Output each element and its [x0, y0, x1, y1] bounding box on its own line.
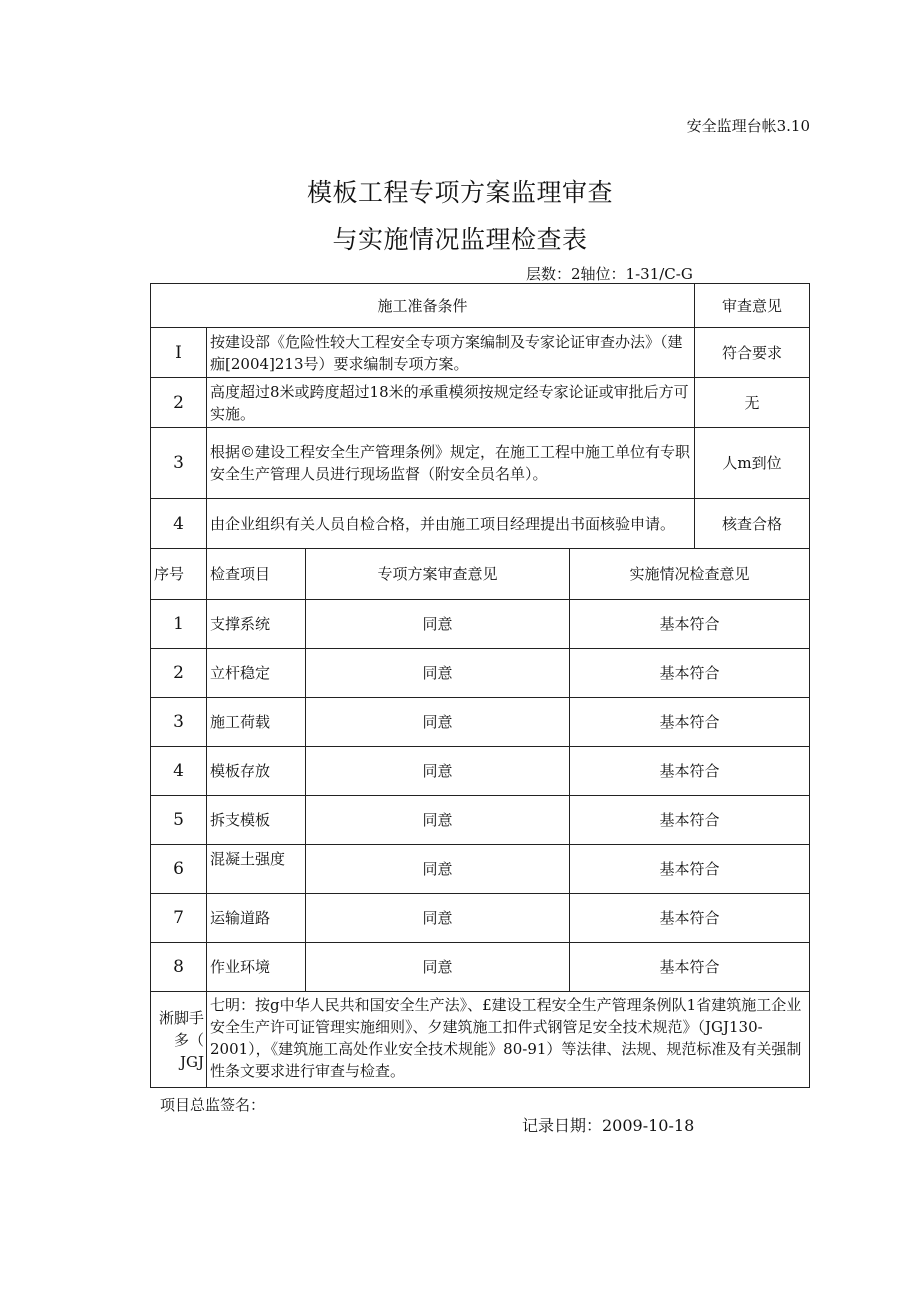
prep-row-opinion: 无 [695, 378, 810, 428]
check-row-number: 2 [151, 649, 207, 698]
check-row-plan: 同意 [306, 649, 570, 698]
prep-row-number: I [151, 328, 207, 378]
prep-row-number: 4 [151, 499, 207, 549]
check-row-impl: 基本符合 [570, 747, 810, 796]
prep-row-text: 根据©建设工程安全生产管理条例》规定，在施工工程中施工单位有专职安全生产管理人员进行现场监督（附安全员名单）。 [207, 428, 695, 499]
check-row [151, 649, 810, 698]
check-row-item: 立杆稳定 [207, 649, 306, 698]
check-row-number: 4 [151, 747, 207, 796]
title-line-1: 模板工程专项方案监理审查 [306, 178, 613, 207]
director-signature-label: 项目总监签名： [160, 1096, 266, 1114]
check-row-impl: 基本符合 [570, 649, 810, 698]
record-date: 记录日期：2009-10-18 [522, 1116, 695, 1135]
check-row-plan: 同意 [306, 600, 570, 649]
check-row-item: 施工荷载 [207, 698, 306, 747]
check-row-impl: 基本符合 [570, 894, 810, 943]
check-row [151, 845, 810, 894]
note-side-line: 多（ [173, 1030, 204, 1049]
check-row [151, 698, 810, 747]
check-no-header: 序号 [151, 549, 207, 600]
location-info: 层数：2轴位：1-31/C-G [526, 265, 693, 283]
check-row-number: 6 [151, 845, 207, 894]
check-row-item: 混凝土强度 [207, 845, 306, 894]
check-row-impl: 基本符合 [570, 600, 810, 649]
title-line-2: 与实施情况监理检查表 [332, 225, 588, 254]
check-row-item: 拆支模板 [207, 796, 306, 845]
check-row-plan: 同意 [306, 894, 570, 943]
prep-row-number: 3 [151, 428, 207, 499]
check-row-impl: 基本符合 [570, 698, 810, 747]
prep-row-text: 由企业组织有关人员自检合格，并由施工项目经理提出书面核验申请。 [207, 499, 695, 549]
check-row-number: 7 [151, 894, 207, 943]
check-row [151, 796, 810, 845]
check-item-header: 检查项目 [207, 549, 306, 600]
prep-row [151, 499, 810, 549]
check-row-plan: 同意 [306, 943, 570, 992]
prep-row-opinion: 人m到位 [695, 428, 810, 499]
prep-header-row [151, 284, 810, 328]
prep-condition-header: 施工准备条件 [151, 284, 695, 328]
prep-row [151, 428, 810, 499]
prep-row-text: 按建设部《危险性较大工程安全专项方案编制及专家论证审查办法》（建痂[2004]213号）要求编制专项方案。 [207, 328, 695, 378]
check-row-impl: 基本符合 [570, 845, 810, 894]
check-row [151, 600, 810, 649]
check-header-row [151, 549, 810, 600]
prep-row-text: 高度超过8米或跨度超过18米的承重模须按规定经专家论证或审批后方可实施。 [207, 378, 695, 428]
prep-row-opinion: 核查合格 [695, 499, 810, 549]
note-side-line: 淅脚手 [158, 1008, 204, 1027]
note-row [151, 992, 810, 1088]
check-row-number: 1 [151, 600, 207, 649]
check-row-number: 5 [151, 796, 207, 845]
check-row-item: 模板存放 [207, 747, 306, 796]
prep-row [151, 328, 810, 378]
check-row-plan: 同意 [306, 845, 570, 894]
check-row-impl: 基本符合 [570, 943, 810, 992]
check-row-item: 作业环境 [207, 943, 306, 992]
check-plan-header: 专项方案审查意见 [306, 549, 570, 600]
check-row [151, 943, 810, 992]
inspection-form [150, 283, 810, 1088]
check-row-impl: 基本符合 [570, 796, 810, 845]
ledger-number: 安全监理台帐3.10 [686, 117, 810, 135]
note-side-line: JGJ [179, 1052, 204, 1071]
prep-row [151, 378, 810, 428]
check-row-number: 3 [151, 698, 207, 747]
check-row-item: 运输道路 [207, 894, 306, 943]
note-side-label [151, 992, 207, 1088]
prep-row-number: 2 [151, 378, 207, 428]
check-row [151, 894, 810, 943]
check-row [151, 747, 810, 796]
prep-row-opinion: 符合要求 [695, 328, 810, 378]
note-text: 七明：按g中华人民共和国安全生产法》、£建设工程安全生产管理条例队1省建筑施工企业安全生产许可证管理实施细则》、夕建筑施工扣件式钢管足安全技术规范》（JGJ130-2001），《建筑施工高处作业安全技术规能》80-91）等法律、法规、规范标准及有关强制性条文要求进行审查与检查。 [207, 992, 810, 1088]
check-row-plan: 同意 [306, 698, 570, 747]
check-impl-header: 实施情况检查意见 [570, 549, 810, 600]
prep-opinion-header: 审查意见 [695, 284, 810, 328]
check-row-item: 支撑系统 [207, 600, 306, 649]
check-row-number: 8 [151, 943, 207, 992]
check-row-plan: 同意 [306, 747, 570, 796]
check-row-plan: 同意 [306, 796, 570, 845]
